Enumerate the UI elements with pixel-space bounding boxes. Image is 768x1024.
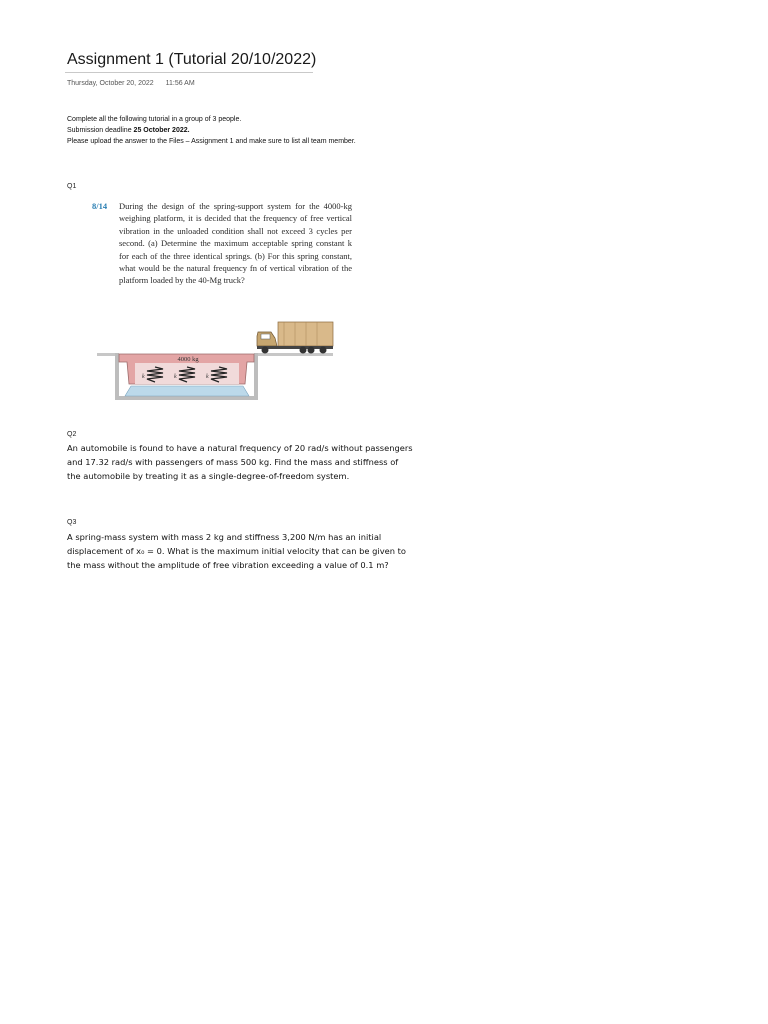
pit-wall-right	[254, 353, 258, 400]
problem-text: During the design of the spring-support system for the 4000-kg weighing platform, it is decided that the frequency of free vertical vibration in the unloaded condition shall not exceed 3 cycles per second. (a) Determine the maximum acceptable spring constant k for each of the three identical springs. (b) For this spring constant, what would be the natural frequency fn of vertical vibration of the platform loaded by the 40-Mg truck?	[119, 201, 352, 286]
q2-line-2: and 17.32 rad/s with passengers of mass 500 kg. Find the mass and stiffness of	[67, 457, 399, 467]
truck-wheel	[262, 347, 269, 354]
truck-wheel	[320, 347, 327, 354]
date-time-line	[67, 80, 195, 87]
platform-truck-figure	[95, 316, 335, 406]
truck-window	[261, 334, 270, 339]
spring-base	[125, 386, 249, 396]
problem-number: 8/14	[92, 201, 108, 211]
truck-wheel	[300, 347, 307, 354]
q1-label: Q1	[67, 183, 77, 190]
q2-text	[67, 441, 467, 483]
q2-line-3: the automobile by treating it as a single-degree-of-freedom system.	[67, 471, 350, 481]
truck-cargo-bed	[278, 322, 333, 346]
note-time: 11:56 AM	[165, 80, 195, 87]
pit-wall-left	[115, 353, 119, 400]
spring-constant-label-3: k	[206, 374, 209, 380]
q3-line-2: displacement of x₀ = 0. What is the maximum initial velocity that can be given to	[67, 546, 406, 556]
pit-floor	[115, 396, 258, 400]
ground-left	[97, 353, 115, 356]
road-surface	[258, 353, 333, 356]
instructions	[67, 114, 356, 147]
truck-wheel	[308, 347, 315, 354]
deadline-prefix: Submission deadline	[67, 127, 134, 134]
platform-mass-label: 4000 kg	[177, 356, 199, 363]
q1-problem	[92, 200, 352, 287]
q3-line-1: A spring-mass system with mass 2 kg and stiffness 3,200 N/m has an initial	[67, 532, 382, 542]
q2-label: Q2	[67, 431, 77, 438]
q3-text	[67, 530, 467, 572]
page-title: Assignment 1 (Tutorial 20/10/2022)	[67, 51, 317, 68]
note-date: Thursday, October 20, 2022	[67, 80, 154, 87]
title-divider	[65, 72, 313, 73]
spring-constant-label-2: k	[174, 374, 177, 380]
spring-constant-label-1: k	[142, 374, 145, 380]
q2-line-1: An automobile is found to have a natural frequency of 20 rad/s without passengers	[67, 443, 413, 453]
instruction-line-2	[67, 125, 356, 136]
instruction-line-3: Please upload the answer to the Files – Assignment 1 and make sure to list all team member.	[67, 138, 356, 145]
deadline-date: 25 October 2022.	[133, 127, 190, 134]
q3-line-3: the mass without the amplitude of free vibration exceeding a value of 0.1 m?	[67, 560, 389, 570]
truck	[257, 322, 333, 354]
instruction-line-1: Complete all the following tutorial in a group of 3 people.	[67, 116, 242, 123]
q3-label: Q3	[67, 519, 77, 526]
